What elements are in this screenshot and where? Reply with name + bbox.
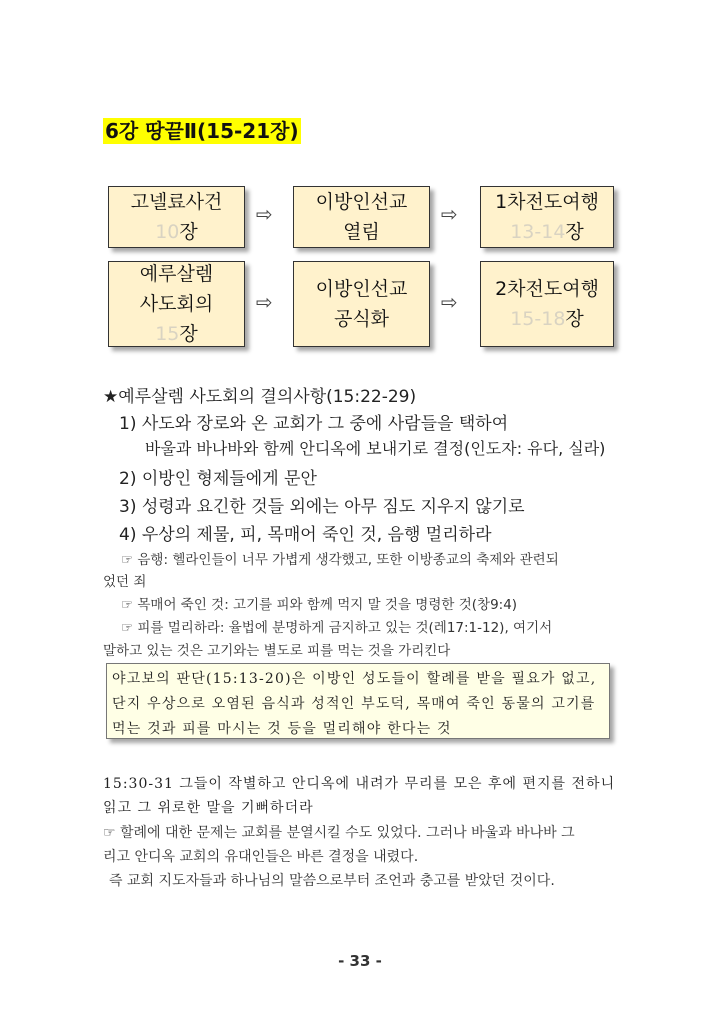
flow-box-gentile-mission-official	[293, 261, 430, 347]
flow-box-label: 열림	[343, 221, 380, 243]
conclusion-line: 즉 교회 지도자들과 하나님의 말씀으로부터 조언과 충고를 받았던 것이다.	[109, 873, 555, 889]
flow-box-first-journey	[480, 186, 614, 248]
council-heading: ★예루살렘 사도회의 결의사항(15:22-29)	[103, 387, 417, 407]
right-arrow-icon: ⇨	[441, 202, 458, 226]
flow-box-chapter: 13-14장	[510, 221, 584, 243]
right-arrow-icon: ⇨	[256, 202, 273, 226]
flow-box-label: 이방인선교	[315, 191, 408, 213]
quote-line: 먹는 것과 피를 마시는 것 등을 멀리해야 한다는 것	[112, 721, 452, 737]
page-number: - 33 -	[338, 952, 382, 970]
council-item: 1) 사도와 장로와 온 교회가 그 중에 사람들을 택하여	[119, 414, 509, 434]
flow-box-label: 2차전도여행	[495, 278, 599, 300]
quote-line: 야고보의 판단(15:13-20)은 이방인 성도들이 할례를 받을 필요가 없고,	[112, 671, 597, 687]
council-item: 3) 성령과 요긴한 것들 외에는 아무 짐도 지우지 않기로	[119, 497, 525, 517]
flow-box-label: 1차전도여행	[495, 191, 599, 213]
note-line: 말하고 있는 것은 고기와는 별도로 피를 먹는 것을 가리킨다	[103, 643, 451, 659]
flow-box-label: 공식화	[333, 308, 390, 330]
flow-box-label: 사도회의	[139, 293, 214, 315]
council-item: 4) 우상의 제물, 피, 목매어 죽인 것, 음행 멀리하라	[119, 525, 492, 545]
council-item: 바울과 바나바와 함께 안디옥에 보내기로 결정(인도자: 유다, 실라)	[145, 439, 606, 458]
flow-box-second-journey	[480, 261, 614, 347]
council-item: 2) 이방인 형제들에게 문안	[119, 469, 317, 489]
right-arrow-icon: ⇨	[441, 290, 458, 314]
note-line: ☞ 피를 멀리하라: 율법에 분명하게 금지하고 있는 것(레17:1-12), 여기서	[121, 620, 553, 636]
flow-box-label: 고넬료사건	[130, 191, 223, 213]
flow-box-jerusalem-council	[108, 261, 245, 347]
flow-box-label: 이방인선교	[315, 278, 408, 300]
note-line: ☞ 목매어 죽인 것: 고기를 피와 함께 먹지 말 것을 명령한 것(창9:4)	[121, 597, 518, 613]
verse-line: 읽고 그 위로한 말을 기뻐하더라	[103, 800, 314, 816]
note-line: ☞ 음행: 헬라인들이 너무 가볍게 생각했고, 또한 이방종교의 축제와 관련되	[121, 552, 559, 568]
verse-line: 15:30-31 그들이 작별하고 안디옥에 내려가 무리를 모은 후에 편지를 전하니	[103, 776, 616, 792]
page-title: 6강 땅끝Ⅱ(15-21장)	[105, 119, 299, 143]
flow-box-chapter: 15장	[155, 323, 198, 345]
flow-box-cornelius	[108, 186, 245, 248]
flow-box-label: 예루살렘	[139, 263, 214, 285]
flow-box-chapter: 15-18장	[510, 308, 584, 330]
note-line: 었던 죄	[103, 574, 147, 590]
right-arrow-icon: ⇨	[256, 290, 273, 314]
quote-line: 단지 우상으로 오염된 음식과 성적인 부도덕, 목매여 죽인 동물의 고기를	[112, 696, 596, 712]
conclusion-line: ☞ 할례에 대한 문제는 교회를 분열시킬 수도 있었다. 그러나 바울과 바나바 그	[103, 825, 575, 841]
flow-box-chapter: 10장	[155, 221, 198, 243]
conclusion-line: 리고 안디옥 교회의 유대인들은 바른 결정을 내렸다.	[103, 849, 419, 865]
james-judgment-box	[106, 663, 610, 739]
flow-box-gentile-mission-open	[293, 186, 430, 248]
